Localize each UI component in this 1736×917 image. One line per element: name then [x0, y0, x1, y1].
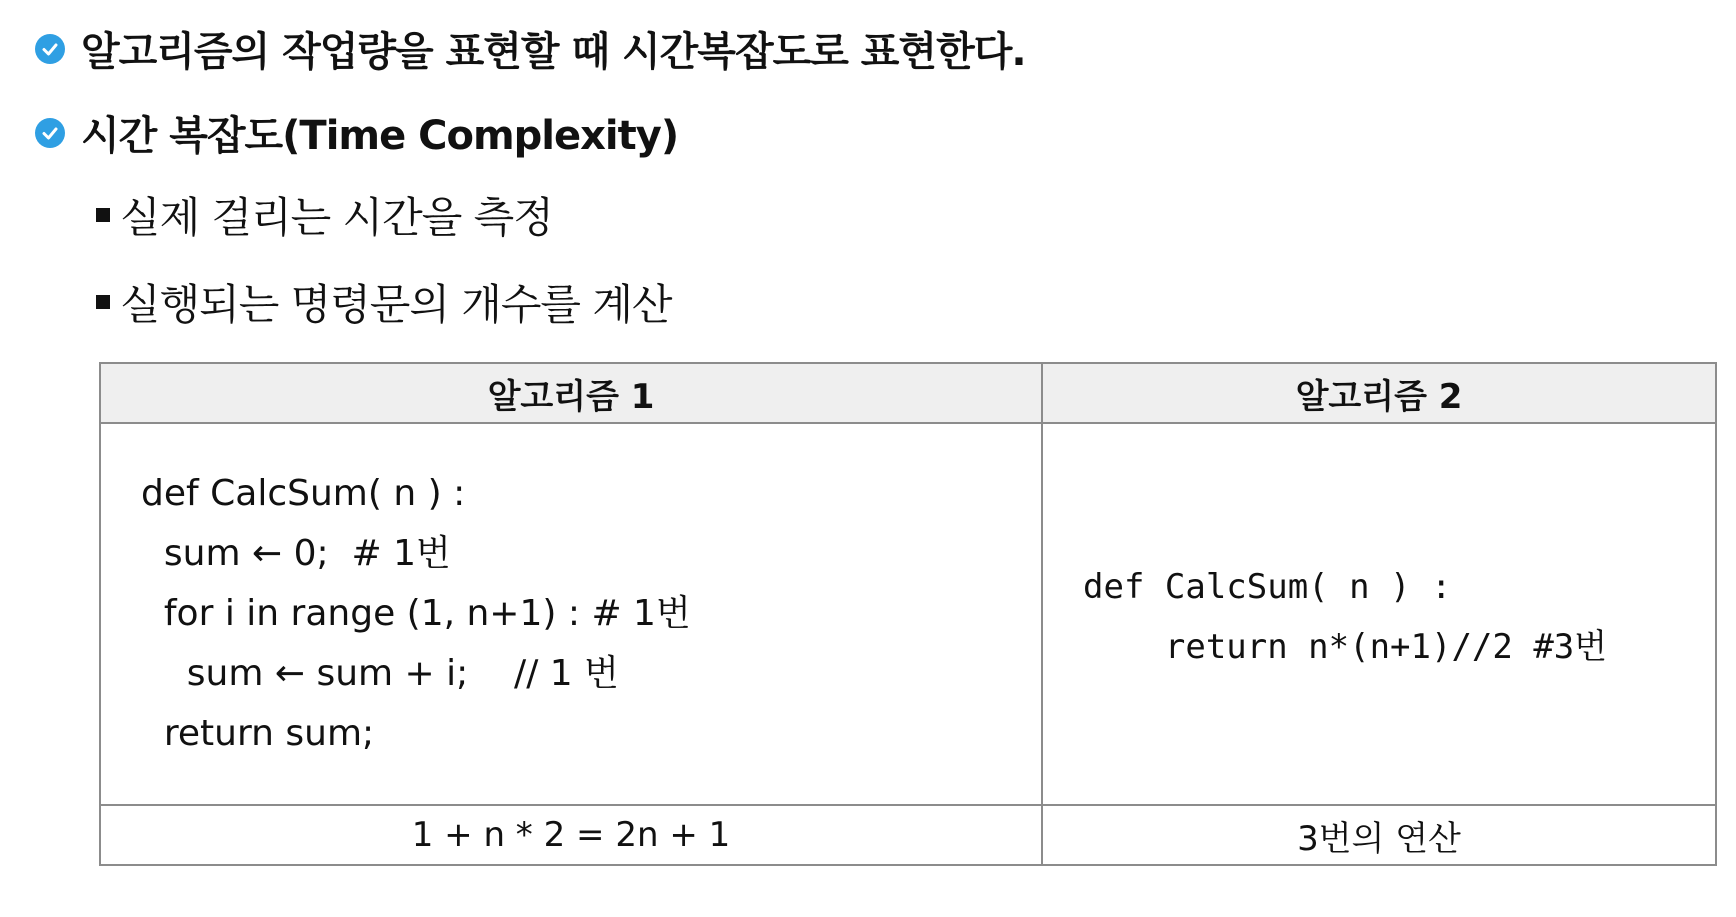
algorithm-2-code [1042, 423, 1716, 805]
table-header-row [100, 363, 1716, 423]
algorithm-1-summary: 1 + n * 2 = 2n + 1 [100, 805, 1042, 865]
sub-bullet-1-text: 실제 걸리는 시간을 측정 [120, 193, 553, 242]
code-row [100, 423, 1716, 805]
sub-bullet-2 [96, 272, 672, 332]
square-bullet-icon [96, 295, 110, 309]
code-line: sum ← 0; # 1번 [141, 533, 451, 574]
code-line: return n*(n+1)//2 #3번 [1083, 627, 1608, 667]
summary-row [100, 805, 1716, 865]
sub-bullet-1 [96, 185, 553, 245]
code-line: for i in range (1, n+1) : # 1번 [141, 593, 691, 634]
code-line: sum ← sum + i; // 1 번 [141, 653, 619, 694]
algorithm-comparison-table [99, 362, 1717, 866]
check-circle-icon [35, 34, 65, 64]
sub-bullet-2-text: 실행되는 명령문의 개수를 계산 [120, 280, 672, 329]
code-line: def CalcSum( n ) : [1083, 567, 1452, 607]
header-algorithm-1: 알고리즘 1 [100, 363, 1042, 423]
bullet-2 [35, 104, 678, 161]
header-algorithm-2: 알고리즘 2 [1042, 363, 1716, 423]
algorithm-1-code [100, 423, 1042, 805]
code-line: return sum; [141, 713, 375, 754]
bullet-1-text: 알고리즘의 작업량을 표현할 때 시간복잡도로 표현한다. [81, 29, 1026, 75]
check-circle-icon [35, 118, 65, 148]
code-line: def CalcSum( n ) : [141, 473, 466, 514]
bullet-2-text: 시간 복잡도(Time Complexity) [81, 113, 679, 159]
algorithm-2-summary: 3번의 연산 [1042, 805, 1716, 865]
square-bullet-icon [96, 208, 110, 222]
bullet-1 [35, 20, 1026, 77]
